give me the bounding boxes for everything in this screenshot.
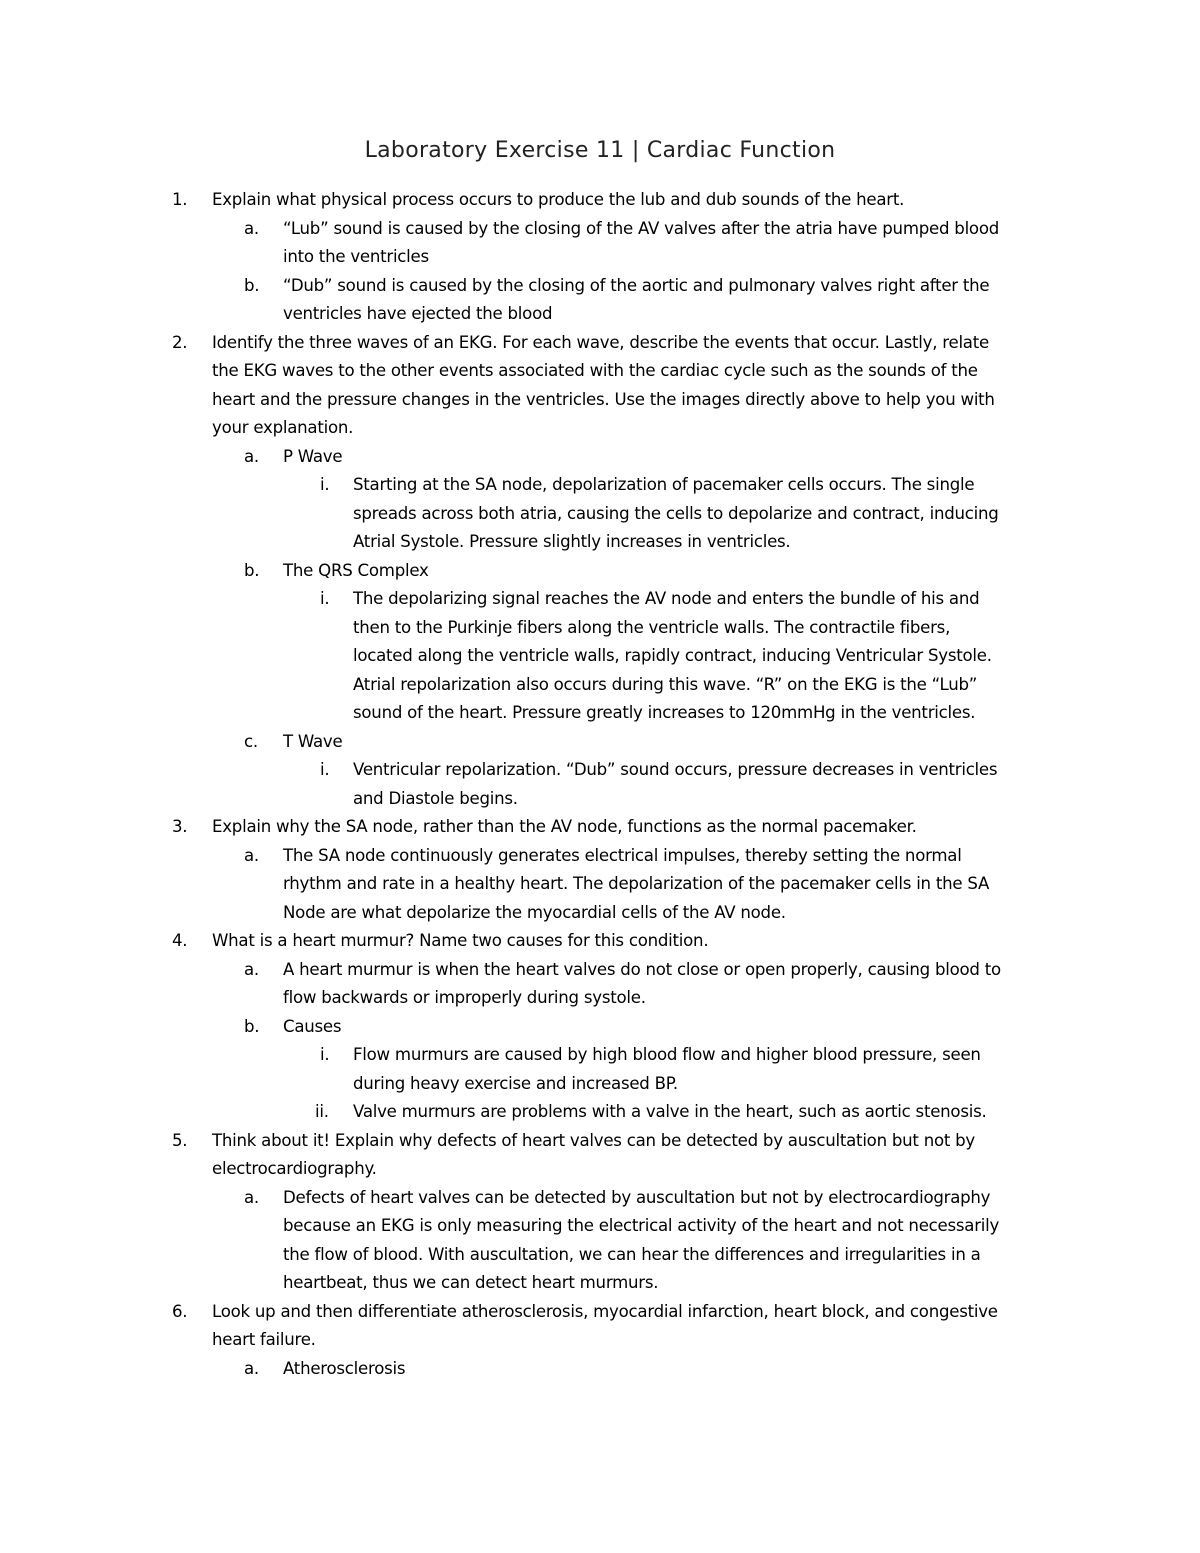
list-item-continuation: [172, 984, 1072, 1013]
list-item-continuation: [172, 1269, 1072, 1298]
list-item-text: heart and the pressure changes in the ventricles. Use the images directly above to help you with: [212, 389, 995, 409]
list-item-continuation: [172, 671, 1072, 700]
list-item-text: your explanation.: [212, 418, 354, 437]
list-item-continuation: [172, 1326, 1072, 1355]
list-marker: 6.: [172, 1301, 188, 1321]
list-item-text: Defects of heart valves can be detected by auscultation but not by electrocardiography: [283, 1187, 991, 1207]
list-item-continuation: [172, 300, 1072, 329]
list-item-continuation: [172, 414, 1072, 443]
list-marker: a.: [244, 845, 259, 865]
list-item-text: heartbeat, thus we can detect heart murmurs.: [283, 1273, 659, 1292]
list-marker: b.: [244, 1016, 260, 1036]
list-marker: a.: [244, 446, 259, 466]
list-item-text: located along the ventricle walls, rapidly contract, inducing Ventricular Systole.: [353, 646, 992, 665]
list-item-text: A heart murmur is when the heart valves do not close or open properly, causing blood to: [283, 959, 1001, 979]
list-item: [172, 557, 1072, 586]
list-marker: i.: [320, 475, 330, 494]
list-marker: i.: [320, 1045, 330, 1064]
list-item: [172, 1041, 1072, 1070]
list-item-text: What is a heart murmur? Name two causes for this condition.: [212, 931, 709, 950]
list-item: [172, 443, 1072, 472]
list-item-text: the flow of blood. With auscultation, we can hear the differences and irregularities in a: [283, 1244, 981, 1264]
list-marker: 1.: [172, 190, 188, 209]
list-item-text: Identify the three waves of an EKG. For each wave, describe the events that occur. Lastly, relate: [212, 332, 989, 352]
list-item-text: “Dub” sound is caused by the closing of the aortic and pulmonary valves right after the: [283, 275, 990, 295]
list-item-text: Flow murmurs are caused by high blood flow and higher blood pressure, seen: [353, 1045, 981, 1064]
list-item-text: rhythm and rate in a healthy heart. The depolarization of the pacemaker cells in the SA: [283, 874, 990, 893]
list-item-continuation: [172, 528, 1072, 557]
list-item: [172, 813, 1072, 842]
list-marker: 2.: [172, 332, 188, 352]
list-item: [172, 956, 1072, 985]
list-item-text: Node are what depolarize the myocardial cells of the AV node.: [283, 902, 786, 922]
list-item: [172, 756, 1072, 785]
list-item-text: heart failure.: [212, 1330, 316, 1349]
list-item-text: sound of the heart. Pressure greatly increases to 120mmHg in the ventricles.: [353, 703, 976, 722]
list-marker: a.: [244, 1358, 259, 1378]
list-item-continuation: [172, 870, 1072, 899]
list-item-text: The QRS Complex: [283, 560, 429, 580]
list-marker: c.: [244, 731, 258, 751]
list-item-continuation: [172, 243, 1072, 272]
list-marker: i.: [320, 589, 330, 608]
list-item: [172, 1355, 1072, 1384]
list-item: [172, 215, 1072, 244]
list-item-text: into the ventricles: [283, 247, 429, 266]
list-marker: b.: [244, 560, 260, 580]
list-item-text: Causes: [283, 1016, 342, 1036]
list-marker: 5.: [172, 1130, 188, 1150]
list-item-text: “Lub” sound is caused by the closing of the AV valves after the atria have pumped blood: [283, 218, 1000, 238]
list-item-continuation: [172, 1212, 1072, 1241]
list-marker: ii.: [315, 1102, 329, 1121]
list-item-text: spreads across both atria, causing the cells to depolarize and contract, inducing: [353, 503, 999, 523]
list-marker: a.: [244, 959, 259, 979]
list-item: [172, 1127, 1072, 1156]
list-item-text: The SA node continuously generates electrical impulses, thereby setting the normal: [283, 845, 962, 865]
list-item-text: ventricles have ejected the blood: [283, 304, 553, 323]
list-item: [172, 728, 1072, 757]
list-item-continuation: [172, 500, 1072, 529]
list-item-continuation: [172, 785, 1072, 814]
list-marker: a.: [244, 218, 259, 238]
list-item: [172, 272, 1072, 301]
list-item-text: Think about it! Explain why defects of heart valves can be detected by auscultation but not by: [212, 1130, 976, 1150]
list-item: [172, 1013, 1072, 1042]
list-item-text: Valve murmurs are problems with a valve in the heart, such as aortic stenosis.: [353, 1102, 987, 1121]
list-item-continuation: [172, 899, 1072, 928]
list-item: [172, 471, 1072, 500]
list-item-text: The depolarizing signal reaches the AV node and enters the bundle of his and: [353, 589, 980, 608]
list-marker: i.: [320, 760, 330, 779]
list-item-continuation: [172, 386, 1072, 415]
list-item-text: electrocardiography.: [212, 1159, 377, 1178]
list-item: [172, 1098, 1072, 1127]
list-item-text: flow backwards or improperly during systole.: [283, 988, 646, 1007]
list-item-continuation: [172, 642, 1072, 671]
list-item-text: the EKG waves to the other events associated with the cardiac cycle such as the sounds of the: [212, 361, 978, 380]
list-item-continuation: [172, 614, 1072, 643]
list-marker: 3.: [172, 817, 188, 836]
list-item-text: during heavy exercise and increased BP.: [353, 1073, 678, 1093]
list-item-text: Explain why the SA node, rather than the AV node, functions as the normal pacemaker.: [212, 817, 917, 836]
list-item: [172, 1184, 1072, 1213]
list-item-text: because an EKG is only measuring the electrical activity of the heart and not necessarily: [283, 1216, 1000, 1235]
list-item: [172, 842, 1072, 871]
list-item-continuation: [172, 1070, 1072, 1099]
list-item-text: Ventricular repolarization. “Dub” sound occurs, pressure decreases in ventricles: [353, 760, 998, 779]
list-item-text: Atrial Systole. Pressure slightly increases in ventricles.: [353, 532, 791, 551]
list-item-text: P Wave: [283, 446, 343, 466]
list-marker: 4.: [172, 931, 188, 950]
list-item: [172, 186, 1072, 215]
document-body: [172, 186, 1072, 1383]
list-item: [172, 585, 1072, 614]
list-item-text: then to the Purkinje fibers along the ventricle walls. The contractile fibers,: [353, 617, 951, 637]
list-item-text: T Wave: [283, 731, 343, 751]
page-title: Laboratory Exercise 11 | Cardiac Function: [364, 138, 836, 163]
list-item-continuation: [172, 1155, 1072, 1184]
list-item: [172, 927, 1072, 956]
list-item: [172, 329, 1072, 358]
list-item-continuation: [172, 1241, 1072, 1270]
list-item: [172, 1298, 1072, 1327]
list-item-text: and Diastole begins.: [353, 788, 518, 808]
list-marker: b.: [244, 275, 260, 295]
list-item-text: Explain what physical process occurs to produce the lub and dub sounds of the heart.: [212, 190, 905, 209]
list-item-text: Atherosclerosis: [283, 1358, 406, 1378]
list-item-continuation: [172, 357, 1072, 386]
list-marker: a.: [244, 1187, 259, 1207]
list-item-text: Look up and then differentiate atherosclerosis, myocardial infarction, heart block, and congestive: [212, 1301, 998, 1321]
list-item-text: Starting at the SA node, depolarization of pacemaker cells occurs. The single: [353, 475, 975, 494]
list-item-continuation: [172, 699, 1072, 728]
list-item-text: Atrial repolarization also occurs during this wave. “R” on the EKG is the “Lub”: [353, 674, 978, 694]
